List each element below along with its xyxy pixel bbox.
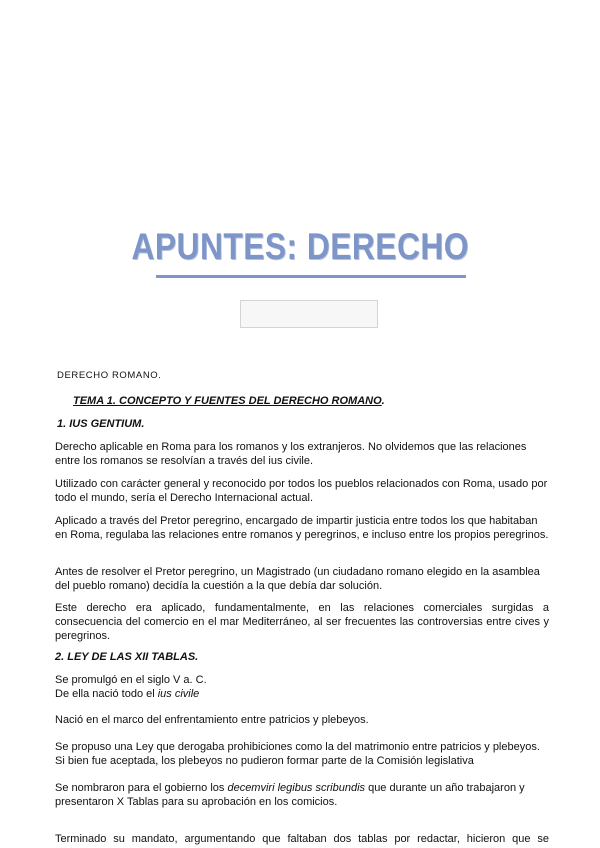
paragraph-9-text-a: Se nombraron para el gobierno los — [55, 782, 228, 794]
cover-banner — [0, 226, 600, 268]
paragraph-9 — [55, 781, 535, 809]
paragraph-9-text-b: que durante un año trabajaron y presentaron X Tablas para su aprobación en los comicios. — [55, 782, 525, 808]
cover-title-underline — [156, 275, 466, 278]
tema-heading — [73, 395, 385, 407]
paragraph-5: Este derecho era aplicado, fundamentalmente, en las relaciones comerciales surgidas a consecuencia del comercio en el mar Mediterráneo, al ser frecuentes las controversias entre cives y peregrinos. — [55, 602, 549, 642]
tema-heading-period: . — [381, 395, 385, 407]
paragraph-6-line-2 — [55, 687, 549, 701]
paragraph-6-line-2-text: De ella nació todo el — [55, 688, 158, 700]
paragraph-1: Derecho aplicable en Roma para los romanos y los extranjeros. No olvidemos que las relaciones entre los romanos se resolvían a través del ius civile. — [55, 441, 527, 467]
paragraph-4: Antes de resolver el Pretor peregrino, un Magistrado (un ciudadano romano elegido en la asamblea del pueblo romano) decidía la cuestión a la que debía dar solución. — [55, 566, 540, 592]
paragraph-8-line-2: Si bien fue aceptada, los plebeyos no pudieron formar parte de la Comisión legislativa — [55, 755, 474, 767]
paragraph-8-line-1: Se propuso una Ley que derogaba prohibiciones como la del matrimonio entre patricios y plebeyos. — [55, 741, 540, 753]
paragraph-7: Nació en el marco del enfrentamiento entre patricios y plebeyos. — [55, 714, 369, 726]
heading-ius-gentium: 1. IUS GENTIUM. — [57, 418, 145, 430]
placeholder-box — [240, 300, 378, 328]
paragraph-6-line-2-italic: ius civile — [157, 688, 200, 700]
cover-title: APUNTES: DERECHO — [131, 226, 469, 267]
section-label: DERECHO ROMANO. — [57, 370, 162, 381]
paragraph-3: Aplicado a través del Pretor peregrino, encargado de impartir justicia entre todos los que habitaban en Roma, regulaba las relaciones entre romanos y peregrinos, e incluso entre los propios peregrinos. — [55, 515, 549, 541]
heading-ley-xii-tablas: 2. LEY DE LAS XII TABLAS. — [55, 651, 199, 663]
paragraph-9-italic: decemviri legibus scribundis — [227, 782, 366, 794]
paragraph-2: Utilizado con carácter general y reconocido por todos los pueblos relacionados con Roma, usado por todo el mundo, sería el Derecho Internacional actual. — [55, 478, 548, 504]
paragraph-10: Terminado su mandato, argumentando que faltaban dos tablas por redactar, hicieron que se — [55, 833, 549, 845]
tema-heading-text: TEMA 1. CONCEPTO Y FUENTES DEL DERECHO ROMANO — [73, 395, 382, 407]
paragraph-6-line-1: Se promulgó en el siglo V a. C. — [55, 674, 207, 686]
